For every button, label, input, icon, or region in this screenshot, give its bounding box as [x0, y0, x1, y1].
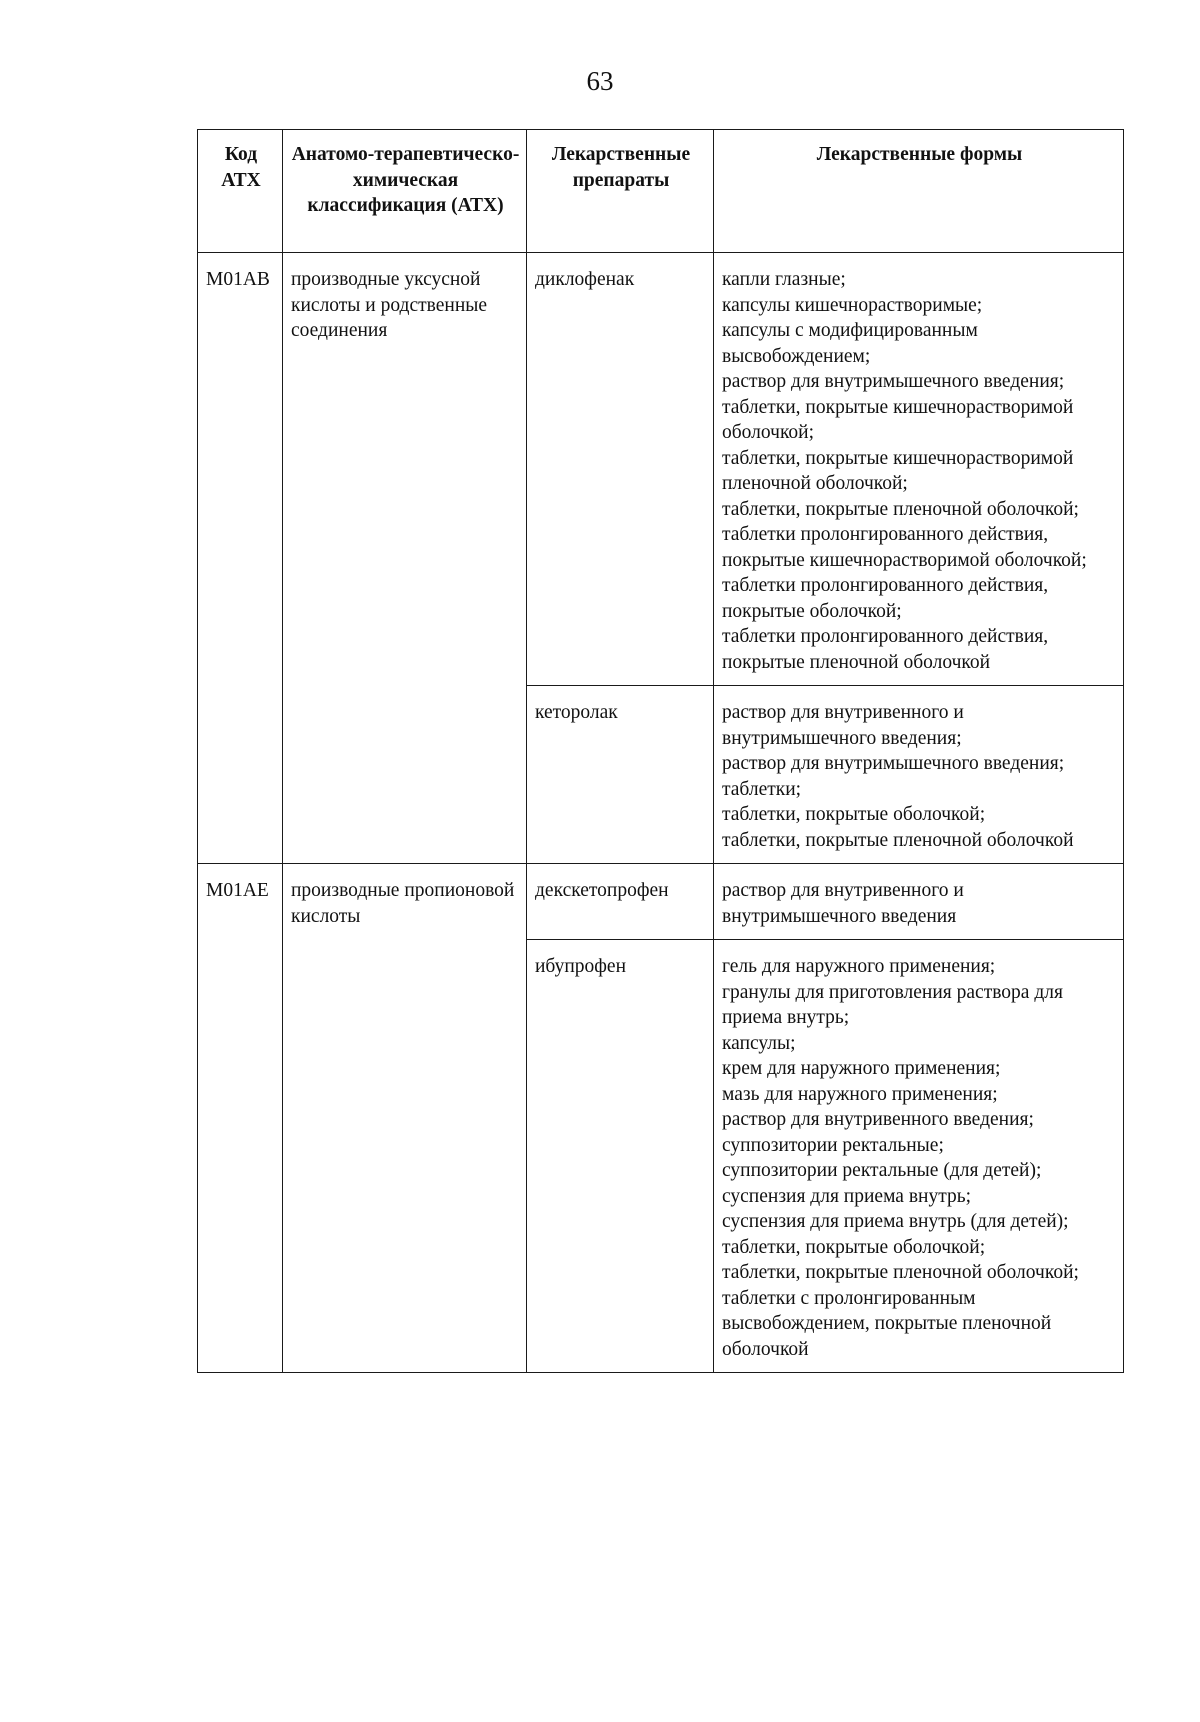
form-item: гранулы для приготовления раствора для приема внутрь; [722, 981, 1063, 1028]
drug-name-cell: кеторолак [527, 686, 714, 864]
form-item: раствор для внутривенного и внутримышечного введения; [722, 702, 964, 749]
table-header-row [198, 130, 1124, 253]
form-item: гель для наружного применения; [722, 956, 996, 977]
form-item: суспензия для приема внутрь; [722, 1185, 972, 1207]
form-item: таблетки, покрытые пленочной оболочкой; [722, 1262, 1079, 1283]
atc-code-cell: M01AB [198, 253, 283, 864]
form-item: суспензия для приема внутрь (для детей); [722, 1211, 1069, 1232]
form-item: таблетки пролонгированного действия, покрытые кишечнорастворимой оболочкой; [722, 524, 1087, 571]
form-item: таблетки, покрытые пленочной оболочкой; [722, 498, 1079, 520]
drug-name-cell: диклофенак [527, 253, 714, 686]
form-item: таблетки; [722, 778, 802, 800]
form-item: таблетки пролонгированного действия, покрытые оболочкой; [722, 575, 1049, 622]
drug-name-cell: ибупрофен [527, 940, 714, 1373]
header-forms: Лекарственные формы [714, 130, 1124, 253]
form-item: таблетки с пролонгированным высвобождением, покрытые пленочной оболочкой [722, 1287, 1052, 1360]
form-item: раствор для внутривенного введения; [722, 1109, 1034, 1130]
form-item: крем для наружного применения; [722, 1058, 1001, 1079]
forms-cell [714, 253, 1124, 686]
form-item: раствор для внутримышечного введения; [722, 371, 1065, 392]
form-item: таблетки, покрытые оболочкой; [722, 1236, 986, 1258]
header-drugs: Лекарственные препараты [527, 130, 714, 253]
form-item: суппозитории ректальные; [722, 1134, 944, 1156]
classification-cell: производные уксусной кислоты и родственные соединения [283, 253, 527, 864]
page-number: 63 [586, 66, 614, 96]
table-row [198, 253, 1124, 686]
forms-cell [714, 940, 1124, 1373]
drug-name-cell: декскетопрофен [527, 864, 714, 940]
form-item: таблетки пролонгированного действия, покрытые пленочной оболочкой [722, 626, 1049, 673]
form-item: капсулы; [722, 1032, 796, 1054]
form-item: капсулы с модифицированным высвобождением; [722, 320, 978, 367]
form-item: раствор для внутримышечного введения; [722, 753, 1065, 774]
classification-cell: производные пропионовой кислоты [283, 864, 527, 1373]
atc-table [197, 129, 1124, 1373]
header-classification: Анатомо-терапевтическо-химическая классификация (АТХ) [283, 130, 527, 253]
header-code: Код АТХ [198, 130, 283, 253]
form-item: таблетки, покрытые пленочной оболочкой [722, 829, 1074, 851]
form-item: капли глазные; [722, 269, 846, 290]
form-item: таблетки, покрытые оболочкой; [722, 804, 986, 825]
table-row [198, 864, 1124, 940]
forms-cell [714, 864, 1124, 940]
form-item: таблетки, покрытые кишечнорастворимой оболочкой; [722, 396, 1074, 443]
form-item: таблетки, покрытые кишечнорастворимой пленочной оболочкой; [722, 447, 1074, 494]
forms-cell [714, 686, 1124, 864]
form-item: суппозитории ректальные (для детей); [722, 1160, 1042, 1181]
atc-code-cell: M01AE [198, 864, 283, 1373]
form-item: мазь для наружного применения; [722, 1083, 998, 1105]
form-item: капсулы кишечнорастворимые; [722, 294, 983, 316]
form-item: раствор для внутривенного и внутримышечного введения [722, 880, 964, 927]
